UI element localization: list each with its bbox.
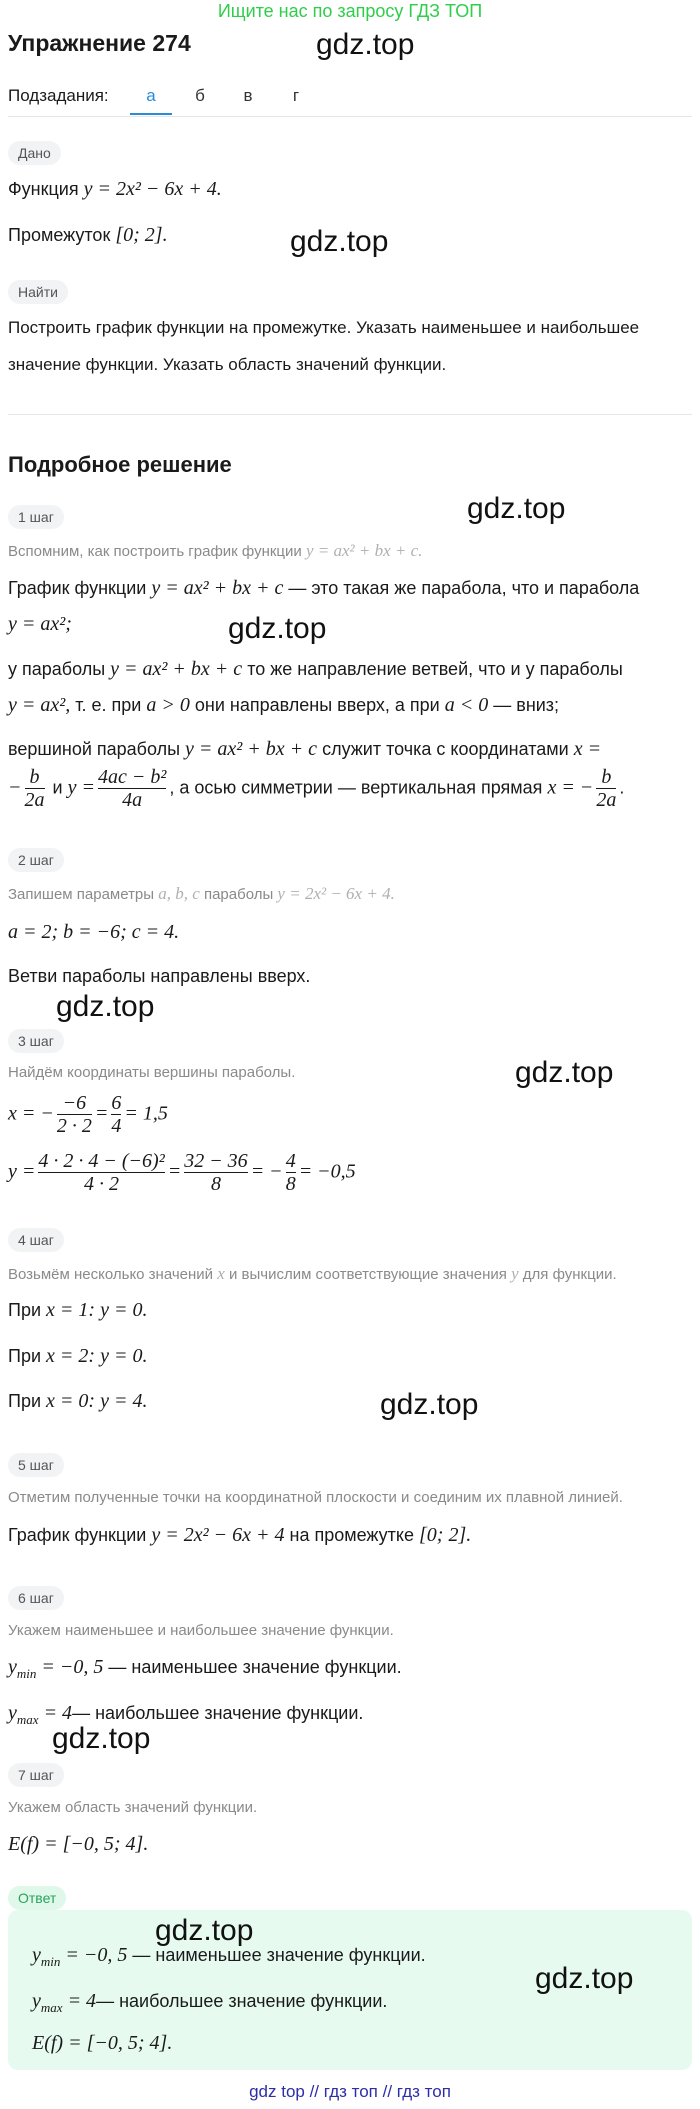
text: то же направление ветвей, что и у параболы [247,659,623,679]
footer-links[interactable]: gdz top // гдз топ // гдз топ [249,2082,451,2101]
text: — наибольшее значение функции. [96,1991,388,2011]
watermark: gdz.top [56,990,155,1023]
denominator: 4 · 2 [38,1172,164,1195]
text: График функции [8,578,147,598]
denominator: 4a [98,788,166,811]
value: = 4 [43,1702,73,1724]
step7-hint: Укажем область значений функции. [8,1799,258,1816]
subtasks-label: Подзадания: [8,86,109,105]
var: y [8,1656,17,1678]
step1-line1 [8,577,639,600]
step6-hint: Укажем наименьшее и наибольшее значение функции. [8,1622,394,1639]
formula: − [8,776,22,799]
watermark: gdz.top [290,225,389,258]
formula: y = ax²; [8,613,72,635]
text: График функции [8,1525,147,1545]
numerator: 4 · 2 · 4 − (−6)² [38,1150,165,1172]
step1-line2 [8,613,72,636]
text: для функции. [522,1266,617,1283]
step7-chip: 7 шаг [8,1763,64,1787]
formula: x = − [8,1102,54,1125]
text: При [8,1391,42,1411]
find-text-line1: Построить график функции на промежутке. Указать наименьшее и наибольшее [8,318,640,337]
numerator: 4 [285,1150,296,1172]
step2-hint [8,884,395,904]
formula: = −0,5 [298,1160,356,1183]
fraction-vertex-y [98,766,166,811]
formula: y = 2x² − 6x + 4. [277,884,395,903]
formula: a > 0 [146,694,190,716]
numerator: 6 [111,1092,122,1114]
step2-params [8,921,179,944]
watermark: gdz.top [52,1722,151,1755]
value: = −0, 5 [41,1656,104,1678]
numerator: b [601,766,612,788]
text: Запишем параметры [8,886,155,903]
formula: y = ax², [8,694,71,716]
formula: x = 0: y = 4. [46,1390,148,1412]
step1-hint-formula: y = ax² + bx + c. [305,541,423,560]
formula: y [511,1264,519,1283]
tab-v[interactable]: в [243,86,253,105]
text: они направлены вверх, а при [194,695,440,715]
text: При [8,1300,42,1320]
step5-chip: 5 шаг [8,1453,64,1477]
watermark: gdz.top [316,28,415,61]
text: , а осью симметрии — вертикальная прямая [169,777,543,798]
subscript: max [40,2000,63,2015]
formula: y = 2x² − 6x + 4 [151,1524,285,1546]
step3-chip: 3 шаг [8,1029,64,1053]
text: — наименьшее значение функции. [132,1945,426,1965]
text: — вниз; [493,695,560,715]
step4-hint [8,1264,617,1284]
subscript: min [40,1954,61,1969]
text: т. е. при [75,695,142,715]
step3-hint: Найдём координаты вершины параболы. [8,1064,296,1081]
denominator: 2a [596,789,617,811]
formula: x [217,1264,225,1283]
fraction [38,1150,164,1195]
var: y [32,1990,41,2012]
formula: = [167,1160,182,1183]
var: y [8,1702,17,1724]
step6-min [8,1656,402,1682]
text: служит точка с координатами [322,739,569,759]
formula: y = [8,1160,36,1183]
fraction [286,1150,296,1195]
fraction-axis [596,766,616,811]
given-interval-label: Промежуток [8,225,111,245]
given-function [8,178,222,201]
formula: a = 2; b = −6; c = 4. [8,921,180,943]
step1-line5 [8,738,601,761]
divider [8,414,692,415]
answer-max [32,1990,387,2016]
formula: = [94,1102,109,1125]
fraction [57,1092,92,1137]
solution-title: Подробное решение [8,452,232,477]
formula [32,1944,128,1969]
step3-y [8,1150,356,1195]
divider [8,116,692,117]
formula [8,1702,73,1727]
step5-hint: Отметим полученные точки на координатной плоскости и соединим их плавной линией. [8,1489,623,1506]
subscript: max [16,1712,39,1727]
formula: x = − [547,776,594,799]
formula: x = [573,738,602,760]
tab-a[interactable]: а [146,86,156,105]
step4-point1 [8,1299,147,1322]
page-title: Упражнение 274 [8,30,191,56]
denominator: 2a [24,789,45,811]
text: Возьмём несколько значений [8,1266,214,1283]
text: При [8,1346,42,1366]
denominator: 8 [184,1172,248,1195]
given-interval [8,224,168,247]
step6-chip: 6 шаг [8,1586,64,1610]
formula [32,1990,97,2015]
watermark: gdz.top [228,612,327,645]
subscript: min [16,1666,37,1681]
formula: x = 1: y = 0. [46,1299,148,1321]
denominator: 8 [285,1173,296,1195]
denominator: 4 [111,1115,122,1137]
watermark: gdz.top [515,1056,614,1089]
text: — это такая же парабола, что и парабола [288,578,640,598]
step5-line [8,1524,471,1547]
formula: E(f) = [−0, 5; 4]. [32,2032,173,2054]
text: и вычислим соответствующие значения [228,1266,507,1283]
text: и [52,777,63,798]
active-tab-indicator [130,113,172,115]
fraction [184,1150,248,1195]
formula: a < 0 [444,694,489,716]
given-function-label: Функция [8,179,79,199]
step1-hint-text: Вспомним, как построить график функции [8,543,302,560]
find-chip: Найти [8,280,68,304]
tab-b[interactable]: б [195,86,205,105]
text: вершиной параболы [8,739,181,759]
step1-chip: 1 шаг [8,505,64,529]
step1-hint [8,541,422,561]
step1-line3 [8,658,623,681]
text: у параболы [8,659,106,679]
find-text-line2: значение функции. Указать область значений функции. [8,355,447,374]
text: параболы [203,886,274,903]
search-banner: Ищите нас по запросу ГДЗ ТОП [217,1,483,21]
formula: y = [67,776,95,799]
watermark: gdz.top [467,492,566,525]
watermark: gdz.top [380,1388,479,1421]
given-interval-value: [0; 2]. [115,224,168,246]
formula: E(f) = [−0, 5; 4]. [8,1833,149,1855]
fraction [111,1092,121,1137]
formula: a, b, c [158,884,200,903]
tab-g[interactable]: г [292,86,300,105]
formula: = − [250,1160,283,1183]
text: — наименьшее значение функции. [108,1657,402,1677]
step4-chip: 4 шаг [8,1228,64,1252]
numerator: −6 [62,1092,87,1114]
step1-line4 [8,694,559,717]
answer-chip: Ответ [8,1886,66,1910]
numerator: b [29,766,40,788]
step1-line6 [8,766,624,811]
fraction-b-2a [25,766,45,811]
answer-range [32,2032,172,2055]
step7-range [8,1833,148,1856]
numerator: 32 − 36 [184,1150,248,1172]
given-chip: Дано [8,141,61,165]
value: = −0, 5 [65,1944,128,1966]
step2-branches: Ветви параболы направлены вверх. [8,966,311,986]
formula: y = ax² + bx + c [185,738,318,760]
formula: y = ax² + bx + c [151,577,284,599]
step3-x [8,1092,168,1137]
watermark: gdz.top [535,1962,634,1995]
denominator: 2 · 2 [56,1115,92,1137]
watermark: gdz.top [155,1914,254,1947]
step4-point3 [8,1390,147,1413]
text: на промежутке [289,1525,414,1545]
numerator: 4ac − b² [97,766,167,788]
text: — наибольшее значение функции. [72,1703,364,1723]
var: y [32,1944,41,1966]
formula: [0; 2]. [419,1524,472,1546]
formula: x = 2: y = 0. [46,1345,148,1367]
given-function-formula: y = 2x² − 6x + 4. [83,178,222,200]
formula: y = ax² + bx + c [110,658,243,680]
text: . [619,777,625,798]
formula [8,1656,104,1681]
step2-chip: 2 шаг [8,848,64,872]
step4-point2 [8,1345,147,1368]
value: = 4 [67,1990,97,2012]
formula: = 1,5 [124,1102,168,1125]
